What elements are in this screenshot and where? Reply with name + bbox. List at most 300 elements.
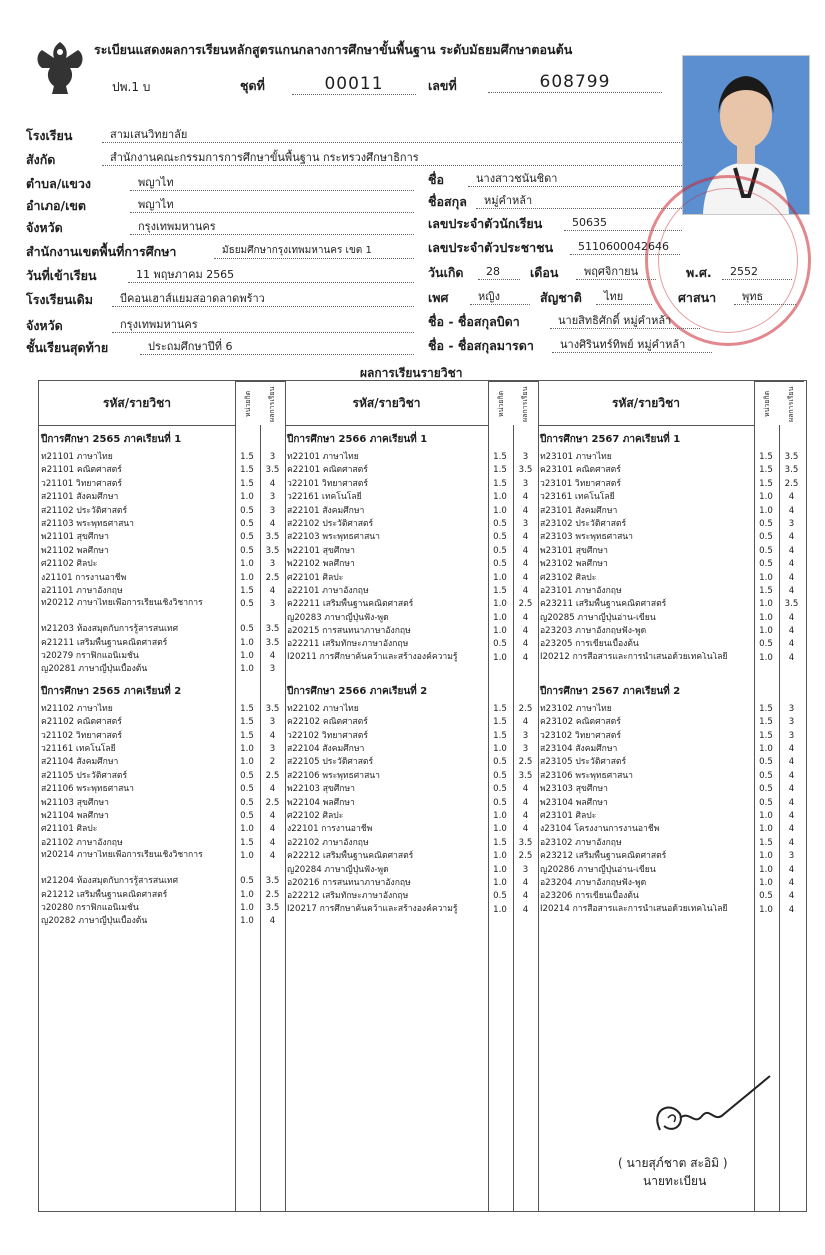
subject-name: พ21101 สุขศึกษา xyxy=(41,532,110,543)
subject-credit: 1.5 xyxy=(759,478,773,489)
subject-grade: 4 xyxy=(788,626,795,637)
subject-credit: 1.5 xyxy=(759,452,773,462)
subject-credit: 1.0 xyxy=(759,505,773,516)
father-label: ชื่อ - ชื่อสกุลบิดา xyxy=(428,314,520,329)
enter-date-label: วันที่เข้าเรียน xyxy=(26,268,97,283)
subject-row xyxy=(285,518,538,531)
subject-name: อ22211 เสริมทักษะภาษาอังกฤษ xyxy=(287,639,409,650)
subject-name: ส23105 ประวัติศาสตร์ xyxy=(540,757,627,768)
subject-row xyxy=(285,478,538,491)
subject-credit: 1.0 xyxy=(240,492,254,503)
subject-credit: 1.5 xyxy=(493,703,507,714)
religion-label: ศาสนา xyxy=(678,290,717,305)
subject-row xyxy=(538,823,804,836)
subject-row xyxy=(39,889,285,902)
subject-row xyxy=(39,451,285,464)
term-header xyxy=(538,683,804,703)
subject-row xyxy=(538,716,804,729)
subject-grade: 4 xyxy=(788,864,795,875)
subject-credit: 1.5 xyxy=(240,478,254,489)
subject-grade: 2.5 xyxy=(784,478,799,489)
subject-credit: 0.5 xyxy=(240,876,254,887)
subject-grade: 4 xyxy=(522,810,529,821)
subject-name: อ20216 การสนทนาภาษาอังกฤษ xyxy=(287,877,411,888)
subject-row xyxy=(39,902,285,915)
subject-name: ส21101 สังคมศึกษา xyxy=(41,492,119,503)
subject-name: พ22104 พลศึกษา xyxy=(287,797,355,808)
mother-label: ชื่อ - ชื่อสกุลมารดา xyxy=(428,338,534,353)
subject-name: ส23104 สังคมศึกษา xyxy=(540,744,618,755)
subject-grade: 4 xyxy=(788,797,795,808)
subject-row xyxy=(538,518,804,531)
subject-grade: 4 xyxy=(788,744,795,755)
subject-name: ญ20282 ภาษาญี่ปุ่นเบื้องต้น xyxy=(41,916,148,927)
subject-row xyxy=(538,904,804,929)
subject-row xyxy=(39,531,285,544)
area-value: มัธยมศึกษากรุงเทพมหานคร เขต 1 xyxy=(214,244,414,259)
subject-row xyxy=(39,743,285,756)
subject-name: อ20215 การสนทนาภาษาอังกฤษ xyxy=(287,626,411,637)
subject-row xyxy=(538,837,804,850)
subject-credit: 1.0 xyxy=(759,824,773,835)
nationality-label: สัญชาติ xyxy=(540,290,582,305)
subject-row xyxy=(538,850,804,863)
subject-row xyxy=(538,558,804,571)
last-class-label: ชั้นเรียนสุดท้าย xyxy=(26,340,109,355)
subject-credit: 1.0 xyxy=(240,744,254,755)
subject-credit: 0.5 xyxy=(759,757,773,768)
subject-row xyxy=(285,770,538,783)
subject-row xyxy=(285,730,538,743)
subject-name: ส23102 ประวัติศาสตร์ xyxy=(540,518,627,529)
col-header-subject: รหัส/รายวิชา xyxy=(538,381,755,426)
subject-row xyxy=(285,810,538,823)
subject-credit: 1.0 xyxy=(759,572,773,583)
subject-grade: 4 xyxy=(269,784,276,795)
subject-name: อ21101 ภาษาอังกฤษ xyxy=(41,585,123,596)
subject-credit: 1.5 xyxy=(759,717,773,728)
subject-name: ส23101 สังคมศึกษา xyxy=(540,505,618,516)
registrar-position: นายทะเบียน xyxy=(643,1174,707,1188)
subject-grade: 4 xyxy=(788,837,795,848)
subject-grade: 3 xyxy=(522,518,529,529)
registrar-name: ( นายสุภ์ชาต สะอิมิ ) xyxy=(618,1156,728,1170)
subject-name: ท23102 ภาษาไทย xyxy=(540,703,612,714)
subject-grade: 4 xyxy=(788,784,795,795)
term-header xyxy=(39,431,285,451)
number-label: เลขที่ xyxy=(428,78,457,93)
subject-row xyxy=(285,612,538,625)
subject-grade: 2.5 xyxy=(518,757,533,768)
subject-credit: 1.0 xyxy=(493,877,507,888)
subject-grade: 4 xyxy=(788,639,795,650)
subject-credit: 1.0 xyxy=(759,851,773,862)
subject-credit: 0.5 xyxy=(493,639,507,650)
subject-grade: 3 xyxy=(788,703,795,714)
subject-row xyxy=(285,505,538,518)
subject-name: I20211 การศึกษาค้นคว้าและสร้างองค์ความรู้ xyxy=(287,651,458,662)
subject-credit: 1.0 xyxy=(759,612,773,623)
subject-row xyxy=(285,638,538,651)
subject-name: ศ22101 ศิลปะ xyxy=(287,572,344,583)
subject-name: ค22102 คณิตศาสตร์ xyxy=(287,717,368,728)
subject-name: ท23101 ภาษาไทย xyxy=(540,452,612,462)
subject-grade: 4 xyxy=(269,585,276,596)
subject-name: ค21211 เสริมพื้นฐานคณิตศาสตร์ xyxy=(41,637,168,648)
province-value: กรุงเทพมหานคร xyxy=(130,220,414,235)
last-class-value: ประถมศึกษาปีที่ 6 xyxy=(140,340,414,355)
subject-name: อ22102 ภาษาอังกฤษ xyxy=(287,837,369,848)
father-value: นายสิทธิศักดิ์ หมู่คำหล้า xyxy=(550,314,700,329)
subject-credit: 1.5 xyxy=(759,837,773,848)
subject-name: ค21212 เสริมพื้นฐานคณิตศาสตร์ xyxy=(41,889,168,900)
subject-grade: 3.5 xyxy=(784,452,799,462)
subject-grade: 3 xyxy=(522,730,529,741)
subject-grade: 4 xyxy=(522,824,529,835)
subject-credit: 0.5 xyxy=(240,784,254,795)
school-value: สามเสนวิทยาลัย xyxy=(102,128,682,143)
subject-credit: 0.5 xyxy=(493,545,507,556)
subject-grade: 4 xyxy=(522,904,529,915)
subject-credit: 0.5 xyxy=(759,545,773,556)
subject-row xyxy=(285,823,538,836)
subject-grade: 4 xyxy=(788,877,795,888)
subject-name: พ23102 พลศึกษา xyxy=(540,559,608,570)
subject-credit: 1.0 xyxy=(240,651,254,662)
subject-name: ส22105 ประวัติศาสตร์ xyxy=(287,757,374,768)
subject-grade: 4 xyxy=(788,891,795,902)
subject-grade: 3.5 xyxy=(784,599,799,610)
subject-credit: 1.0 xyxy=(759,904,773,915)
subject-credit: 1.0 xyxy=(493,824,507,835)
subject-name: ค21101 คณิตศาสตร์ xyxy=(41,465,122,476)
subject-name: อ22212 เสริมทักษะภาษาอังกฤษ xyxy=(287,891,409,902)
subject-name: ส21106 พระพุทธศาสนา xyxy=(41,784,135,795)
subject-row xyxy=(39,783,285,796)
subject-grade: 4 xyxy=(522,797,529,808)
subject-grade: 4 xyxy=(522,784,529,795)
subject-name: ท21102 ภาษาไทย xyxy=(41,703,113,714)
subject-row xyxy=(285,837,538,850)
subject-name: ง21101 การงานอาชีพ xyxy=(41,572,127,583)
subject-name: ว20279 กราฟิกแอนิเมชั่น xyxy=(41,651,139,662)
subject-grade: 4 xyxy=(269,478,276,489)
subject-row xyxy=(39,797,285,810)
subject-grade: 4 xyxy=(788,904,795,915)
subject-row xyxy=(538,531,804,544)
subject-name: ส22106 พระพุทธศาสนา xyxy=(287,770,381,781)
document-title: ระเบียนแสดงผลการเรียนหลักสูตรแกนกลางการศึกษาขั้นพื้นฐาน ระดับมัธยมศึกษาตอนต้น xyxy=(94,42,573,57)
subject-grade: 4 xyxy=(269,810,276,821)
col-header-credit: หน่วยกิต xyxy=(754,381,779,426)
subject-credit: 1.0 xyxy=(240,902,254,913)
subject-name: อ23101 ภาษาอังกฤษ xyxy=(540,585,622,596)
year-label: พ.ศ. xyxy=(686,265,712,280)
subject-name: ญ20285 ภาษาญี่ปุ่นอ่าน-เขียน xyxy=(540,612,656,623)
subject-row xyxy=(39,810,285,823)
subject-row xyxy=(39,850,285,875)
subject-credit: 1.0 xyxy=(493,851,507,862)
subject-credit: 1.5 xyxy=(240,703,254,714)
subject-row xyxy=(285,598,538,611)
subject-row xyxy=(285,531,538,544)
subject-row xyxy=(39,478,285,491)
subject-grade: 2.5 xyxy=(518,851,533,862)
subject-name: ท21101 ภาษาไทย xyxy=(41,452,113,462)
subject-credit: 0.5 xyxy=(759,770,773,781)
subject-grade: 3 xyxy=(269,599,276,610)
subject-row xyxy=(39,730,285,743)
subject-grade: 4 xyxy=(788,652,795,663)
subject-name: ค21102 คณิตศาสตร์ xyxy=(41,717,122,728)
subject-grade: 3 xyxy=(788,851,795,862)
subject-credit: 0.5 xyxy=(759,891,773,902)
subject-row xyxy=(538,890,804,903)
subject-grade: 3 xyxy=(269,505,276,516)
subject-row xyxy=(39,572,285,585)
subject-name: ค22212 เสริมพื้นฐานคณิตศาสตร์ xyxy=(287,851,414,862)
subject-grade: 2.5 xyxy=(518,703,533,714)
subject-grade: 4 xyxy=(522,612,529,623)
subject-credit: 0.5 xyxy=(759,639,773,650)
subject-credit: 0.5 xyxy=(759,518,773,529)
subject-grade: 4 xyxy=(788,585,795,596)
subject-grade: 4 xyxy=(522,652,529,663)
subject-credit: 0.5 xyxy=(759,797,773,808)
subject-name: ส21103 พระพุทธศาสนา xyxy=(41,518,135,529)
subject-grade: 4 xyxy=(788,770,795,781)
subject-credit: 1.0 xyxy=(240,889,254,900)
subdistrict-label: ตำบล/แขวง xyxy=(26,176,92,191)
subject-grade: 3 xyxy=(522,864,529,875)
subject-name: ท21204 ห้องสมุดกับการรู้สารสนเทศ xyxy=(41,876,179,887)
subject-name: ส22101 สังคมศึกษา xyxy=(287,505,365,516)
subject-row xyxy=(285,904,538,929)
subject-grade: 4 xyxy=(269,916,276,927)
subject-grade: 2.5 xyxy=(265,797,280,808)
subject-credit: 1.0 xyxy=(759,877,773,888)
subject-credit: 1.5 xyxy=(240,717,254,728)
nationality-value: ไทย xyxy=(596,290,652,305)
subject-grade: 4 xyxy=(522,626,529,637)
subject-name: ท20212 ภาษาไทยเพื่อการเรียนเชิงวิชาการ xyxy=(41,598,203,609)
subject-grade: 4 xyxy=(522,572,529,583)
subject-credit: 1.5 xyxy=(759,465,773,476)
subject-name: I20217 การศึกษาค้นคว้าและสร้างองค์ความรู้ xyxy=(287,903,458,914)
subject-row xyxy=(285,864,538,877)
religion-value: พุทธ xyxy=(734,290,796,305)
subject-grade: 3.5 xyxy=(265,902,280,913)
subject-name: ญ20286 ภาษาญี่ปุ่นอ่าน-เขียน xyxy=(540,864,656,875)
subject-credit: 1.5 xyxy=(493,478,507,489)
term-header-label: ปีการศึกษา 2566 ภาคเรียนที่ 2 xyxy=(287,685,428,697)
subject-row xyxy=(285,491,538,504)
subject-name: ค23211 เสริมพื้นฐานคณิตศาสตร์ xyxy=(540,599,667,610)
district-value: พญาไท xyxy=(130,198,414,213)
subject-name: ท21203 ห้องสมุดกับการรู้สารสนเทศ xyxy=(41,624,179,635)
subject-name: ญ20283 ภาษาญี่ปุ่นฟัง-พูด xyxy=(287,612,389,623)
subject-credit: 1.5 xyxy=(240,452,254,462)
subject-name: ศ23102 ศิลปะ xyxy=(540,572,597,583)
subdistrict-value: พญาไท xyxy=(130,176,414,191)
sex-label: เพศ xyxy=(428,290,449,305)
subject-credit: 0.5 xyxy=(240,770,254,781)
subject-credit: 1.0 xyxy=(240,664,254,675)
subject-credit: 0.5 xyxy=(759,532,773,543)
subject-credit: 1.0 xyxy=(493,904,507,915)
subject-row xyxy=(39,663,285,676)
month-label: เดือน xyxy=(530,265,559,280)
subject-grade: 2.5 xyxy=(265,572,280,583)
subject-grade: 4 xyxy=(522,891,529,902)
subject-grade: 3.5 xyxy=(784,465,799,476)
birth-month: พฤศจิกายน xyxy=(576,265,656,280)
subject-credit: 1.0 xyxy=(240,559,254,570)
subject-credit: 0.5 xyxy=(240,624,254,635)
subject-name: ส21104 สังคมศึกษา xyxy=(41,757,119,768)
subject-name: อ21102 ภาษาอังกฤษ xyxy=(41,837,123,848)
subject-row xyxy=(538,743,804,756)
term-header-label: ปีการศึกษา 2567 ภาคเรียนที่ 1 xyxy=(540,434,681,445)
subject-credit: 0.5 xyxy=(240,518,254,529)
col-header-grade: ผลการเรียน xyxy=(260,381,285,426)
subject-row xyxy=(285,451,538,464)
subject-name: พ23104 พลศึกษา xyxy=(540,797,608,808)
subject-credit: 1.0 xyxy=(759,626,773,637)
subject-credit: 1.0 xyxy=(759,492,773,503)
subject-credit: 1.0 xyxy=(493,599,507,610)
subject-grade: 3 xyxy=(522,744,529,755)
subject-grade: 3 xyxy=(269,744,276,755)
subject-credit: 1.0 xyxy=(759,864,773,875)
subject-name: ว23161 เทคโนโลยี xyxy=(540,492,615,503)
subject-credit: 1.0 xyxy=(759,810,773,821)
subject-grade: 3 xyxy=(269,664,276,675)
subject-name: ว20280 กราฟิกแอนิเมชั่น xyxy=(41,902,139,913)
subject-name: ค23101 คณิตศาสตร์ xyxy=(540,465,621,476)
surname-label: ชื่อสกุล xyxy=(428,194,467,209)
mother-value: นางศิรินทร์ทิพย์ หมู่คำหล้า xyxy=(552,338,712,353)
subject-credit: 1.0 xyxy=(493,505,507,516)
subject-name: ศ21102 ศิลปะ xyxy=(41,559,98,570)
subject-row xyxy=(285,850,538,863)
subject-row xyxy=(538,638,804,651)
prev-province-value: กรุงเทพมหานคร xyxy=(112,318,414,333)
col-header-grade: ผลการเรียน xyxy=(779,381,804,426)
term-header xyxy=(285,431,538,451)
subject-credit: 1.0 xyxy=(240,637,254,648)
subject-row xyxy=(538,451,804,464)
subject-grade: 3 xyxy=(522,452,529,462)
subject-name: พ22101 สุขศึกษา xyxy=(287,545,356,556)
school-label: โรงเรียน xyxy=(26,128,73,143)
subject-grade: 3.5 xyxy=(265,876,280,887)
subject-grade: 4 xyxy=(522,505,529,516)
col-header-subject: รหัส/รายวิชา xyxy=(285,381,489,426)
subject-row xyxy=(39,545,285,558)
subject-credit: 1.0 xyxy=(240,851,254,862)
col-header-subject: รหัส/รายวิชา xyxy=(39,381,236,426)
subject-grade: 2.5 xyxy=(265,889,280,900)
subject-credit: 1.0 xyxy=(759,744,773,755)
subject-row xyxy=(39,770,285,783)
subject-credit: 1.0 xyxy=(493,572,507,583)
subject-row xyxy=(39,823,285,836)
subject-row xyxy=(39,915,285,928)
subject-name: ว21161 เทคโนโลยี xyxy=(41,744,116,755)
subject-credit: 1.5 xyxy=(759,730,773,741)
subject-credit: 1.0 xyxy=(493,744,507,755)
subject-row xyxy=(285,558,538,571)
subject-grade: 3.5 xyxy=(265,637,280,648)
subject-grade: 4 xyxy=(788,612,795,623)
subject-row xyxy=(285,783,538,796)
subject-grade: 2 xyxy=(269,757,276,768)
subject-name: ท22102 ภาษาไทย xyxy=(287,703,359,714)
birth-year: 2552 xyxy=(722,265,792,280)
subject-grade: 4 xyxy=(788,810,795,821)
subject-grade: 3 xyxy=(269,452,276,462)
name-value: นางสาวชนันชิดา xyxy=(468,172,682,187)
subject-row xyxy=(538,612,804,625)
subject-name: อ23204 ภาษาอังกฤษฟัง-พูด xyxy=(540,877,647,888)
subject-name: พ21102 พลศึกษา xyxy=(41,545,109,556)
subject-row xyxy=(538,585,804,598)
subject-credit: 1.0 xyxy=(493,864,507,875)
subject-grade: 2.5 xyxy=(518,599,533,610)
subject-grade: 4 xyxy=(522,492,529,503)
subject-row xyxy=(39,505,285,518)
subject-name: ท22101 ภาษาไทย xyxy=(287,452,359,462)
subject-name: ท20214 ภาษาไทยเพื่อการเรียนเชิงวิชาการ xyxy=(41,850,203,861)
form-code: ปพ.1 บ xyxy=(112,80,151,94)
subject-row xyxy=(285,890,538,903)
subject-credit: 0.5 xyxy=(240,797,254,808)
subject-name: ค23212 เสริมพื้นฐานคณิตศาสตร์ xyxy=(540,851,667,862)
subject-credit: 1.5 xyxy=(493,452,507,462)
subject-credit: 1.0 xyxy=(493,652,507,663)
birth-day: 28 xyxy=(478,265,520,280)
subject-grade: 3.5 xyxy=(265,703,280,714)
subject-row xyxy=(538,797,804,810)
subject-name: ว21101 วิทยาศาสตร์ xyxy=(41,478,122,489)
subject-name: ว22102 วิทยาศาสตร์ xyxy=(287,730,368,741)
subject-name: I20212 การสื่อสารและการนำเสนอด้วยเทคโนโลยี xyxy=(540,651,728,662)
subject-row xyxy=(538,652,804,677)
subject-name: ศ21101 ศิลปะ xyxy=(41,824,98,835)
subject-name: ว22101 วิทยาศาสตร์ xyxy=(287,478,368,489)
subject-name: ว23101 วิทยาศาสตร์ xyxy=(540,478,621,489)
subject-credit: 1.5 xyxy=(240,585,254,596)
subject-name: ว22161 เทคโนโลยี xyxy=(287,492,362,503)
subject-row xyxy=(538,703,804,716)
subject-grade: 4 xyxy=(788,505,795,516)
subject-grade: 4 xyxy=(269,518,276,529)
subject-row xyxy=(39,716,285,729)
subject-credit: 0.5 xyxy=(493,784,507,795)
subject-name: ส22104 สังคมศึกษา xyxy=(287,744,365,755)
subject-name: ญ20284 ภาษาญี่ปุ่นฟัง-พูด xyxy=(287,864,389,875)
subject-name: พ23103 สุขศึกษา xyxy=(540,784,609,795)
subject-row xyxy=(538,464,804,477)
subject-credit: 1.5 xyxy=(493,585,507,596)
subject-row xyxy=(285,464,538,477)
subject-row xyxy=(285,877,538,890)
subject-row xyxy=(285,756,538,769)
subject-credit: 0.5 xyxy=(493,797,507,808)
col-header-credit: หน่วยกิต xyxy=(235,381,260,426)
subject-row xyxy=(285,625,538,638)
